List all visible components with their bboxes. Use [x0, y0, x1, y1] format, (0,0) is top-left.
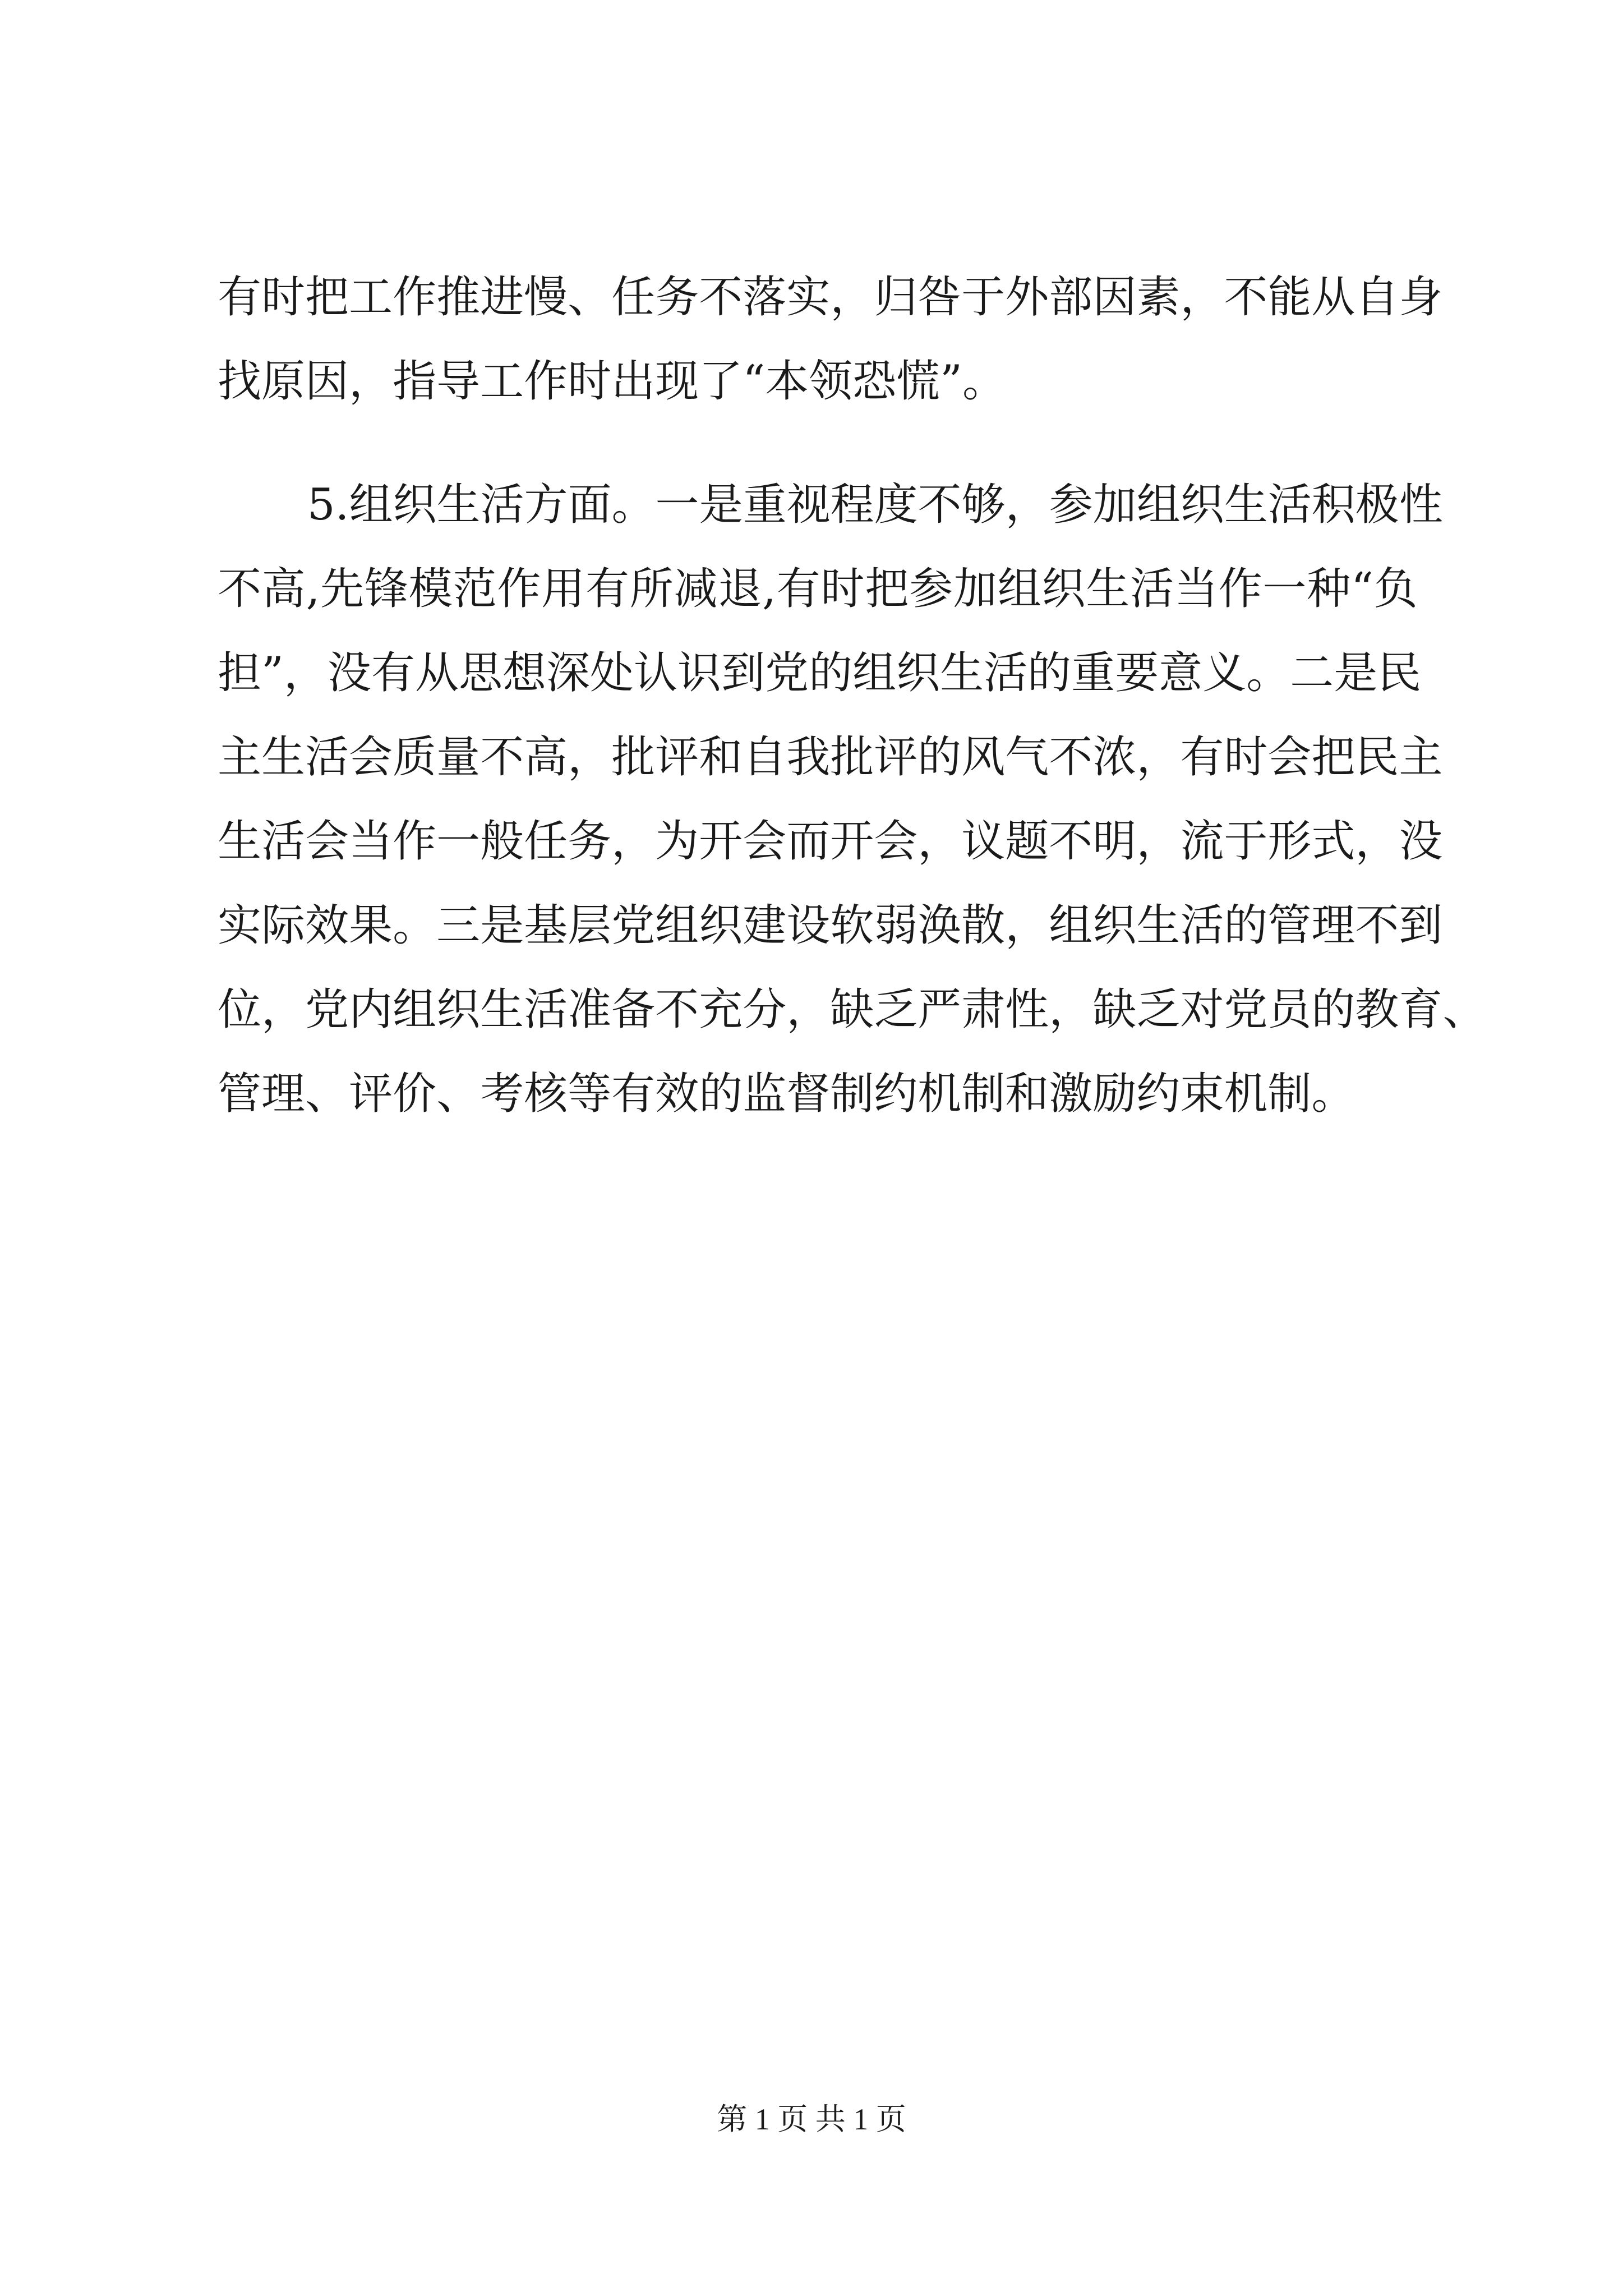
text-line: 生 活 会 当 作 一 般 任 务 ， 为 开 会 而 开 会 ， 议 题 不 明 ， 流 于 形 式 ， 没	[218, 816, 1443, 867]
text-line: 有 时 把 工 作 推 进 慢 、 任 务 不 落 实 ， 归 咎 于 外 部 因 素 ， 不 能 从 自 身	[218, 272, 1443, 323]
text-line: 位 ， 党 内 组 织 生 活 准 备 不 充 分 ， 缺 乏 严 肃 性 ， 缺 乏 对 党 员 的 教 育 、	[218, 984, 1487, 1035]
text-line: 不 高 , 先 锋 模 范 作 用 有 所 减 退 , 有 时 把 参 加 组 织 生 活 当 作 一 种 “ 负	[218, 564, 1418, 614]
text-line: 管 理 、 评 价 、 考 核 等 有 效 的 监 督 制 约 机 制 和 激 励 约 束 机 制 。	[218, 1069, 1355, 1119]
text-line: 实 际 效 果 。 三 是 基 层 党 组 织 建 设 软 弱 涣 散 ， 组 织 生 活 的 管 理 不 到	[218, 900, 1443, 951]
text-line: 找 原 因 ， 指 导 工 作 时 出 现 了 “ 本 领 恐 慌 ” 。	[218, 356, 1007, 407]
text-line: 担 ” ， 没 有 从 思 想 深 处 认 识 到 党 的 组 织 生 活 的 重 要 意 义 。 二 是 民	[218, 648, 1422, 698]
page-footer: 第 1 页 共 1 页	[717, 2102, 906, 2136]
text-line: 主 生 活 会 质 量 不 高 ， 批 评 和 自 我 批 评 的 风 气 不 浓 ， 有 时 会 把 民 主	[218, 732, 1443, 783]
text-line: 5 . 组 织 生 活 方 面 。 一 是 重 视 程 度 不 够 ， 参 加 组 织 生 活 积 极 性	[307, 480, 1443, 530]
